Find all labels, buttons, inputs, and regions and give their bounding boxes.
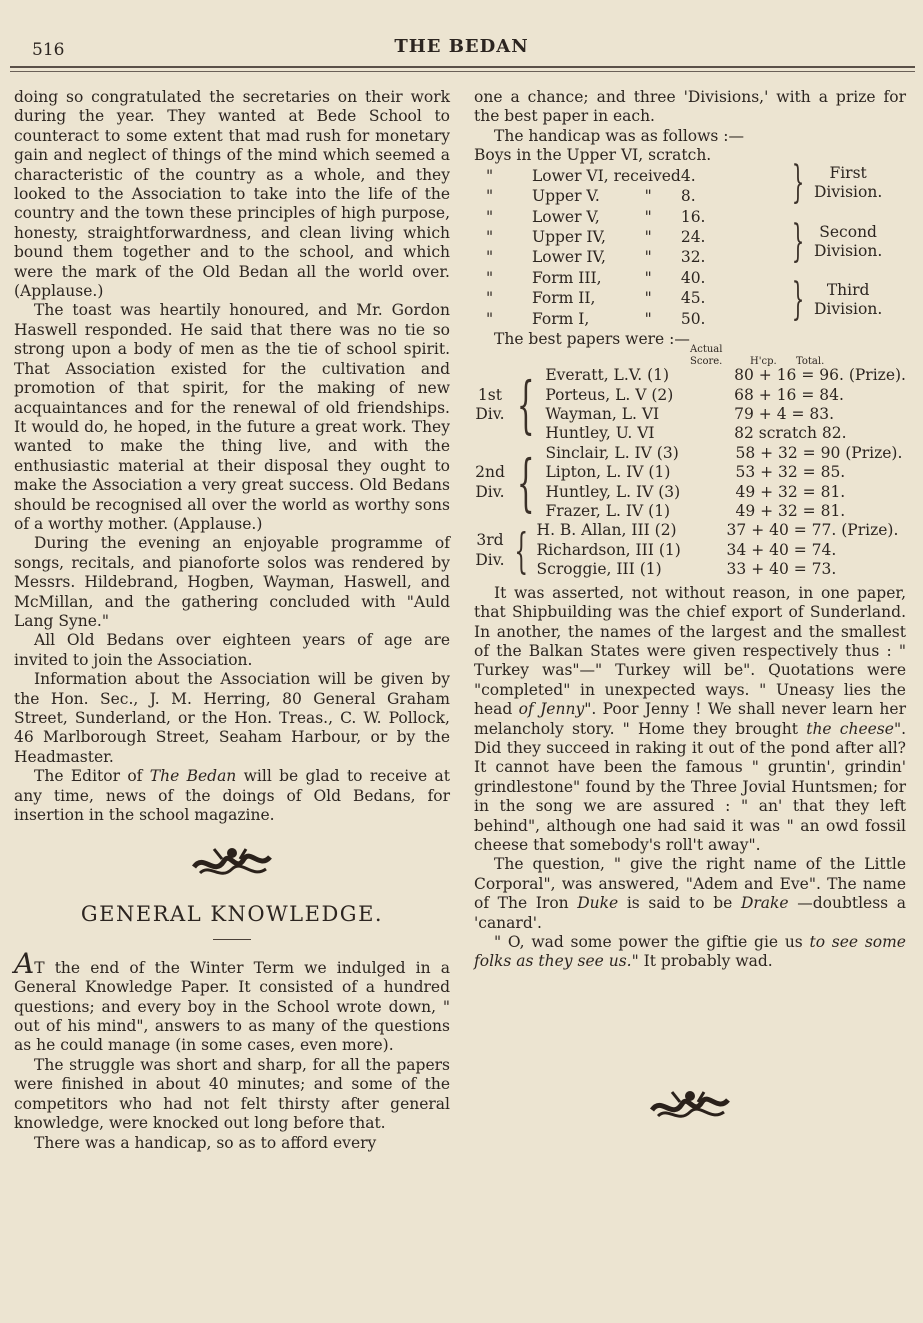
best-papers-header [474, 330, 906, 366]
result-row [545, 444, 902, 463]
text: ". Poor Jenny ! We shall never learn her melancholy story. " Home they brought [474, 700, 906, 738]
division-line: Third [826, 280, 870, 299]
division-name: 1st Div. [475, 385, 505, 424]
handicap-form: Lower V, [532, 207, 600, 226]
paragraph: Information about the Association will be given by the Hon. Sec., J. M. Herring, 80 General Graham Street, Sunderland, or the Hon. Treas., C. W. Pollock, 46 Marlborough Street, Seaham Harbour, or by the Headmaster. [14, 670, 450, 766]
ditto-mark: " [644, 248, 652, 267]
handicap-form: Upper V. [532, 187, 600, 206]
division-line: First [829, 163, 867, 182]
text: The Editor of [34, 767, 150, 786]
editor-paragraph [14, 767, 450, 825]
division-label [814, 223, 882, 262]
division-group [782, 270, 882, 330]
heading-rule [213, 939, 251, 940]
handicap-form: Form II, [532, 289, 596, 308]
result-name: Richardson, III (1) [536, 540, 681, 559]
division-results [474, 444, 906, 522]
result-name: Everatt, L.V. (1) [545, 366, 670, 385]
result-score: 53 + 32 = 85. [735, 463, 846, 482]
column-label-handicap: H'cp. [750, 356, 777, 368]
result-name: H. B. Allan, III (2) [536, 521, 677, 540]
text: ". Did they succeed in raking it out of the pond after all? It cannot have been the famous " gruntin', grindin' grindlestone" found by the Three Jovial Huntsmen; for in the song we are assured : " an' that they left behind", although one had said it was " an owd fossil cheese that somebody's roll't away". [474, 719, 906, 854]
drop-cap: A [14, 946, 35, 980]
handicap-row [474, 167, 764, 187]
magazine-title-italic: The Bedan [149, 767, 237, 786]
italic-text: the cheese [806, 719, 894, 738]
ditto-mark: " [644, 268, 652, 287]
result-name: Huntley, U. VI [545, 424, 655, 443]
text: T the end of the Winter Term we indulged in a General Knowledge Paper. It consisted of a hundred questions; and every boy in the School wrote down, " out of his mind", answers to as many of the questions as he could manage (in some cases, even more). [14, 958, 450, 1055]
italic-text: of Jenny [518, 700, 585, 719]
results-block [474, 366, 906, 579]
ditto-mark: " [644, 187, 652, 206]
handicap-value: 24. [680, 227, 706, 246]
result-name: Wayman, L. VI [545, 405, 660, 424]
handicap-form: Form I, [532, 309, 590, 328]
section-heading: GENERAL KNOWLEDGE. [80, 902, 384, 927]
division-label [814, 164, 882, 203]
result-score: 82 scratch 82. [734, 424, 847, 443]
division-labels [782, 152, 882, 330]
result-score: 49 + 32 = 81. [735, 502, 846, 521]
result-row [545, 502, 902, 521]
paragraph-with-dropcap [14, 946, 450, 1056]
division-group [782, 152, 882, 214]
handicap-form: Lower IV, [532, 248, 606, 267]
result-score: 49 + 32 = 81. [735, 482, 846, 501]
italic-text: Duke [577, 894, 619, 913]
ditto-mark: " [486, 289, 494, 308]
result-score: 37 + 40 = 77. (Prize). [726, 521, 899, 540]
result-row [545, 463, 902, 482]
handicap-row [474, 146, 764, 166]
division-group [782, 214, 882, 270]
ornament-icon [14, 829, 450, 899]
text: —doubtless a 'canard'. [474, 894, 906, 932]
result-row [537, 541, 899, 560]
text: It was asserted, not without reason, in one paper, that Shipbuilding was the chief export of Sunderland. In another, the names of the largest and the smallest of the Balkan States were given respectively thus : " Turkey was"—" Turkey will be". Quotations were "completed" in unexpected ways. " Uneasy lies the head [474, 583, 906, 719]
division-results [474, 366, 906, 444]
result-row [537, 560, 899, 579]
result-score: 58 + 32 = 90 (Prize). [735, 443, 903, 462]
handicap-block [474, 146, 906, 330]
paragraph: doing so congratulated the secretaries on their work during the year. They wanted at Bede School to counteract to some extent that mad rush for monetary gain and neglect of things of the mind which seemed a characteristic of the country as a whole, and they looked to the Association to take into the life of the country and the town these principles of high purpose, honesty, straightforwardness, and clean living which bound them together and to the school, and which were the mark of the Old Bedan all the world over. (Applause.) [14, 88, 450, 301]
division-line: Division. [814, 300, 883, 319]
brace-icon: { [516, 368, 535, 442]
results-table [537, 521, 899, 579]
brace-icon: } [791, 216, 805, 268]
result-score: 68 + 16 = 84. [734, 385, 844, 404]
handicap-value: 50. [680, 309, 706, 328]
paragraph: All Old Bedans over eighteen years of age are invited to join the Association. [14, 631, 450, 669]
handicap-row [474, 187, 764, 207]
results-table [545, 366, 906, 444]
result-score: 79 + 4 = 83. [734, 405, 835, 424]
paragraph [474, 933, 906, 972]
result-name: Sinclair, L. IV (3) [545, 443, 679, 462]
result-name: Porteus, L. V (2) [545, 385, 674, 404]
division-results [474, 521, 906, 579]
handicap-value: 16. [680, 207, 706, 226]
text: is said to be [618, 894, 741, 913]
italic-text: to see some folks as they see us. [474, 933, 906, 971]
result-name: Frazer, L. IV (1) [545, 502, 671, 521]
header-rule-thin [10, 71, 915, 72]
left-column [14, 88, 450, 1153]
division-line: Division. [814, 183, 883, 202]
division-line: Division. [814, 242, 883, 261]
ditto-mark: " [486, 309, 494, 328]
page-number: 516 [32, 40, 65, 60]
handicap-row [474, 248, 764, 268]
text: " It probably wad. [631, 952, 773, 971]
handicap-value: 40. [680, 268, 706, 287]
paragraph: During the evening an enjoyable programme of songs, recitals, and pianoforte solos was rendered by Messrs. Hildebrand, Hogben, Wayman, Haswell, and McMillan, and the gathering concluded with "Auld Lang Syne." [14, 534, 450, 630]
result-row [545, 366, 906, 385]
handicap-row [474, 208, 764, 228]
handicap-row [474, 269, 764, 289]
column-label-total: Total. [796, 356, 825, 368]
ditto-mark: " [486, 248, 494, 267]
handicap-form: Upper IV, [532, 227, 606, 246]
brace-icon: } [791, 157, 805, 209]
header-rule [10, 66, 915, 68]
ditto-mark: " [644, 289, 652, 308]
handicap-row [474, 289, 764, 309]
paragraph: There was a handicap, so as to afford every [34, 1133, 377, 1152]
column-label-score: Score. [690, 356, 723, 368]
text: " O, wad some power the giftie gie us [494, 933, 810, 951]
text: The question, " give the right name of the Little Corporal", was answered, "Adem and Eve". The name of The Iron [474, 855, 906, 913]
handicap-form: Lower VI, received [532, 166, 681, 185]
result-score: 34 + 40 = 74. [726, 540, 837, 559]
paragraph [474, 584, 906, 856]
ditto-mark: " [644, 207, 652, 226]
handicap-row [474, 310, 764, 331]
result-score: 33 + 40 = 73. [726, 560, 837, 579]
handicap-form: Form III, [532, 268, 602, 287]
ditto-mark: " [644, 309, 652, 328]
column-label-actual: Actual [690, 344, 723, 356]
division-label [814, 281, 882, 320]
handicap-value: 32. [680, 248, 706, 267]
results-table [545, 444, 902, 522]
handicap-row [474, 228, 764, 248]
handicap-value: 45. [680, 289, 706, 308]
handicap-intro: The handicap was as follows :— [494, 126, 744, 145]
result-row [545, 483, 902, 502]
right-column [474, 88, 906, 1142]
handicap-form: Boys in the Upper VI, scratch. [474, 146, 712, 165]
ornament-icon [474, 1072, 906, 1142]
division-name: 2nd Div. [475, 463, 505, 501]
handicap-value: 8. [680, 187, 696, 206]
result-row [545, 386, 906, 405]
division-line: Second [819, 222, 877, 241]
result-name: Lipton, L. IV (1) [545, 463, 671, 482]
ditto-mark: " [644, 227, 652, 246]
ditto-mark: " [486, 166, 494, 185]
handicap-table [474, 146, 764, 330]
ditto-mark: " [486, 268, 494, 287]
result-score: 80 + 16 = 96. (Prize). [734, 366, 906, 385]
paragraph: The struggle was short and sharp, for all the papers were finished in about 40 minutes; and some of the competitors who had not felt thirsty after general knowledge, were knocked out long before that. [14, 1055, 450, 1133]
division-name: 3rd Div. [475, 531, 505, 569]
result-name: Huntley, L. IV (3) [545, 482, 681, 501]
paragraph [474, 855, 906, 933]
result-row [537, 521, 899, 540]
paragraph: The toast was heartily honoured, and Mr. Gordon Haswell responded. He said that there was no tie so strong upon a body of men as the tie of school spirit. That Association existed for the cultivation and promotion of that spirit, for the making of new acquaintances and for the renewal of old friendships. It would do, he hoped, in the future a great work. They wanted to make the thing live, and with the enthusiastic material at their disposal they ought to make the Association a very great success. Old Bedans should be recognised all over the world as worthy sons of a worthy mother. (Applause.) [14, 301, 450, 533]
ditto-mark: " [486, 187, 494, 206]
result-row [545, 424, 906, 443]
brace-icon: { [516, 445, 535, 519]
best-papers-intro: The best papers were :— [494, 330, 690, 349]
running-title: THE BEDAN [394, 36, 529, 57]
text: will be glad to receive at any time, news of the doings of Old Bedans, for insertion in the school magazine. [14, 767, 450, 825]
ditto-mark: " [486, 207, 494, 226]
brace-icon: { [514, 522, 529, 579]
result-name: Scroggie, III (1) [536, 560, 662, 579]
handicap-value: 4. [680, 166, 696, 185]
italic-text: Drake [740, 894, 789, 913]
brace-icon: } [791, 274, 805, 326]
paragraph: one a chance; and three 'Divisions,' with a prize for the best paper in each. [474, 88, 906, 126]
ditto-mark: " [486, 227, 494, 246]
result-row [545, 405, 906, 424]
